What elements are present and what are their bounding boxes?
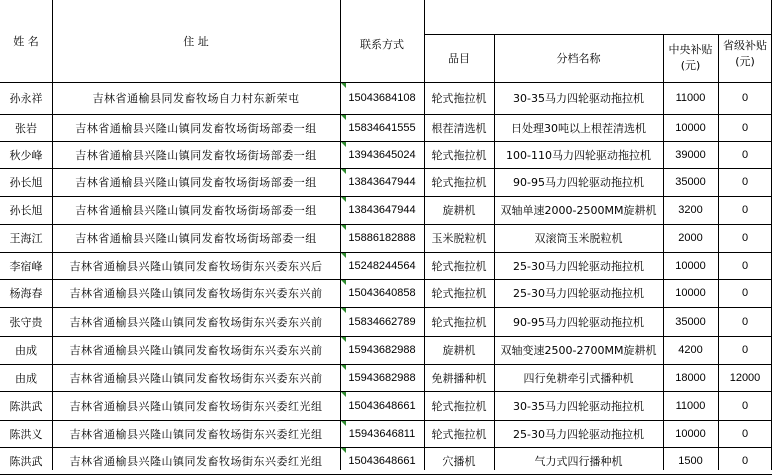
- cell-central-subsidy: 11000: [675, 399, 706, 412]
- cell-central-subsidy: 2000: [678, 232, 703, 244]
- cell-model: 双轴变速2500-2700MM旋耕机: [500, 344, 657, 357]
- cell-phone: 15834662789: [348, 315, 416, 328]
- grid-line-v: [663, 34, 664, 470]
- cell-province-subsidy: 0: [741, 427, 749, 440]
- header-province-subsidy: 省级补贴(元): [723, 39, 767, 68]
- cell-name: 张岩: [15, 121, 37, 135]
- text-number-indicator-icon: [341, 392, 346, 397]
- cell-central-subsidy: 4200: [678, 344, 703, 356]
- cell-item: 轮式拖拉机: [431, 92, 487, 105]
- cell-item: 根茬清选机: [431, 121, 487, 135]
- cell-address: 吉林省通榆县兴隆山镇同发畜牧场街东兴委东兴前: [69, 371, 323, 385]
- header-address: 住 址: [183, 35, 209, 48]
- header-phone: 联系方式: [360, 38, 404, 51]
- grid-line-v: [52, 0, 53, 470]
- grid-line-h: [0, 336, 772, 337]
- text-number-indicator-icon: [341, 421, 346, 426]
- grid-line-h: [0, 141, 772, 142]
- cell-phone: 15248244564: [348, 259, 416, 272]
- cell-name: 由成: [15, 371, 37, 385]
- cell-address: 吉林省通榆县兴隆山镇同发畜牧场街场部委一组: [75, 121, 317, 135]
- cell-central-subsidy: 1500: [678, 454, 703, 467]
- cell-province-subsidy: 0: [741, 148, 749, 161]
- text-number-indicator-icon: [341, 83, 346, 88]
- cell-name: 张守贵: [9, 315, 43, 329]
- header-item: 品目: [448, 52, 470, 65]
- text-number-indicator-icon: [341, 225, 346, 230]
- grid-line-h: [0, 420, 772, 421]
- cell-phone: 15886182888: [348, 232, 416, 244]
- grid-line-h: [0, 224, 772, 225]
- grid-line-h: [0, 391, 772, 392]
- cell-address: 吉林省通榆县兴隆山镇同发畜牧场街场部委一组: [75, 204, 317, 217]
- cell-item: 轮式拖拉机: [431, 176, 487, 189]
- text-number-indicator-icon: [341, 448, 346, 453]
- cell-province-subsidy: 0: [741, 454, 749, 467]
- cell-central-subsidy: 18000: [675, 371, 706, 384]
- cell-address: 吉林省通榆县兴隆山镇同发畜牧场街场部委一组: [75, 176, 317, 189]
- cell-name: 孙长旭: [9, 176, 43, 189]
- cell-model: 30-35马力四轮驱动拖拉机: [513, 399, 644, 413]
- cell-name: 陈洪武: [9, 399, 43, 413]
- cell-model: 气力式四行播种机: [534, 454, 623, 468]
- cell-address: 吉林省通榆县兴隆山镇同发畜牧场街场部委一组: [75, 148, 317, 162]
- cell-name: 杨海春: [9, 287, 43, 300]
- cell-model: 日处理30吨以上根茬清选机: [511, 121, 646, 135]
- cell-province-subsidy: 0: [741, 121, 749, 134]
- cell-model: 25-30马力四轮驱动拖拉机: [513, 427, 644, 441]
- grid-line-h: [0, 196, 772, 197]
- header-model: 分档名称: [556, 52, 601, 65]
- cell-phone: 15943646811: [348, 427, 416, 440]
- cell-item: 轮式拖拉机: [431, 315, 487, 329]
- cell-central-subsidy: 35000: [675, 315, 706, 328]
- cell-item: 轮式拖拉机: [431, 399, 487, 413]
- header-central-subsidy: 中央补贴(元): [668, 43, 713, 72]
- cell-province-subsidy: 0: [741, 399, 749, 412]
- cell-model: 90-95马力四轮驱动拖拉机: [513, 315, 644, 329]
- cell-central-subsidy: 10000: [675, 287, 706, 299]
- cell-address: 吉林省通榆县兴隆山镇同发畜牧场街场部委一组: [75, 232, 317, 245]
- cell-province-subsidy: 0: [741, 232, 749, 244]
- cell-phone: 15043684108: [348, 92, 416, 104]
- cell-address: 吉林省通榆县兴隆山镇同发畜牧场街东兴委东兴前: [69, 315, 323, 329]
- cell-model: 四行免耕牵引式播种机: [523, 371, 634, 385]
- cell-item: 轮式拖拉机: [431, 427, 487, 441]
- cell-model: 25-30马力四轮驱动拖拉机: [513, 259, 644, 273]
- grid-line-v: [424, 0, 425, 470]
- text-number-indicator-icon: [341, 197, 346, 202]
- cell-name: 秋少峰: [9, 148, 43, 162]
- cell-name: 由成: [15, 344, 37, 357]
- grid-line-h: [0, 168, 772, 169]
- header-split-line: [424, 34, 772, 35]
- cell-name: 陈洪武: [9, 454, 43, 468]
- cell-central-subsidy: 39000: [675, 148, 706, 161]
- grid-line-h: [0, 114, 772, 115]
- cell-province-subsidy: 0: [741, 344, 749, 356]
- cell-name: 李宿峰: [9, 259, 43, 273]
- cell-province-subsidy: 0: [741, 259, 749, 272]
- cell-item: 玉米脱粒机: [431, 232, 487, 245]
- cell-item: 穴播机: [442, 454, 476, 468]
- grid-line-v: [340, 0, 341, 470]
- cell-model: 25-30马力四轮驱动拖拉机: [513, 287, 644, 300]
- cell-province-subsidy: 0: [741, 204, 749, 216]
- grid-line-h: [0, 279, 772, 280]
- cell-phone: 15043648661: [348, 399, 416, 412]
- grid-line-h: [0, 447, 772, 448]
- text-number-indicator-icon: [341, 253, 346, 258]
- cell-phone: 15834641555: [348, 121, 416, 134]
- cell-address: 吉林省通榆县兴隆山镇同发畜牧场街东兴委东兴前: [69, 287, 323, 300]
- cell-province-subsidy: 0: [741, 287, 749, 299]
- text-number-indicator-icon: [341, 337, 346, 342]
- cell-phone: 13843647944: [348, 204, 416, 216]
- cell-address: 吉林省通榆县同发畜牧场自力村东新荣屯: [92, 92, 300, 105]
- cell-item: 轮式拖拉机: [431, 148, 487, 162]
- text-number-indicator-icon: [341, 115, 346, 120]
- cell-name: 王海江: [9, 232, 43, 245]
- cell-item: 旋耕机: [442, 204, 476, 217]
- cell-model: 90-95马力四轮驱动拖拉机: [513, 176, 644, 189]
- cell-central-subsidy: 35000: [675, 176, 706, 188]
- cell-item: 轮式拖拉机: [431, 259, 487, 273]
- cell-phone: 15043648661: [348, 454, 416, 467]
- text-number-indicator-icon: [341, 365, 346, 370]
- cell-address: 吉林省通榆县兴隆山镇同发畜牧场街东兴委红光组: [69, 427, 323, 441]
- grid-line-h: [0, 364, 772, 365]
- cell-central-subsidy: 3200: [678, 204, 703, 216]
- cell-phone: 13843647944: [348, 176, 416, 188]
- grid-line-h: [0, 82, 772, 83]
- cell-address: 吉林省通榆县兴隆山镇同发畜牧场街东兴委东兴后: [69, 259, 323, 273]
- text-number-indicator-icon: [341, 280, 346, 285]
- cell-model: 100-110马力四轮驱动拖拉机: [506, 148, 651, 162]
- grid-line-h: [0, 252, 772, 253]
- cell-central-subsidy: 10000: [675, 427, 706, 440]
- cell-province-subsidy: 12000: [729, 371, 761, 384]
- cell-address: 吉林省通榆县兴隆山镇同发畜牧场街东兴委红光组: [69, 454, 323, 468]
- text-number-indicator-icon: [341, 308, 346, 313]
- cell-central-subsidy: 10000: [675, 259, 706, 272]
- cell-model: 双滚筒玉米脱粒机: [534, 232, 623, 245]
- cell-phone: 15043640858: [348, 287, 416, 299]
- cell-province-subsidy: 0: [741, 92, 749, 104]
- cell-central-subsidy: 10000: [675, 121, 706, 134]
- cell-province-subsidy: 0: [741, 315, 749, 328]
- cell-phone: 15943682988: [348, 344, 416, 356]
- text-number-indicator-icon: [341, 142, 346, 147]
- cell-item: 免耕播种机: [431, 371, 487, 385]
- cell-central-subsidy: 11000: [675, 92, 706, 104]
- cell-name: 孙永祥: [9, 92, 43, 105]
- cell-model: 双轴单速2000-2500MM旋耕机: [500, 204, 657, 217]
- cell-name: 孙长旭: [9, 204, 43, 217]
- grid-line-v: [718, 34, 719, 470]
- cell-phone: 15943682988: [348, 371, 416, 384]
- cell-model: 30-35马力四轮驱动拖拉机: [513, 92, 644, 105]
- header-name: 姓 名: [13, 35, 39, 48]
- cell-province-subsidy: 0: [741, 176, 749, 188]
- cell-address: 吉林省通榆县兴隆山镇同发畜牧场街东兴委红光组: [69, 399, 323, 413]
- grid-line-h: [0, 307, 772, 308]
- cell-phone: 13943645024: [348, 148, 416, 161]
- cell-name: 陈洪义: [9, 427, 43, 441]
- cell-item: 旋耕机: [442, 344, 476, 357]
- grid-line-v: [494, 34, 495, 470]
- text-number-indicator-icon: [341, 169, 346, 174]
- cell-address: 吉林省通榆县兴隆山镇同发畜牧场街东兴委东兴前: [69, 344, 323, 357]
- cell-item: 轮式拖拉机: [431, 287, 487, 300]
